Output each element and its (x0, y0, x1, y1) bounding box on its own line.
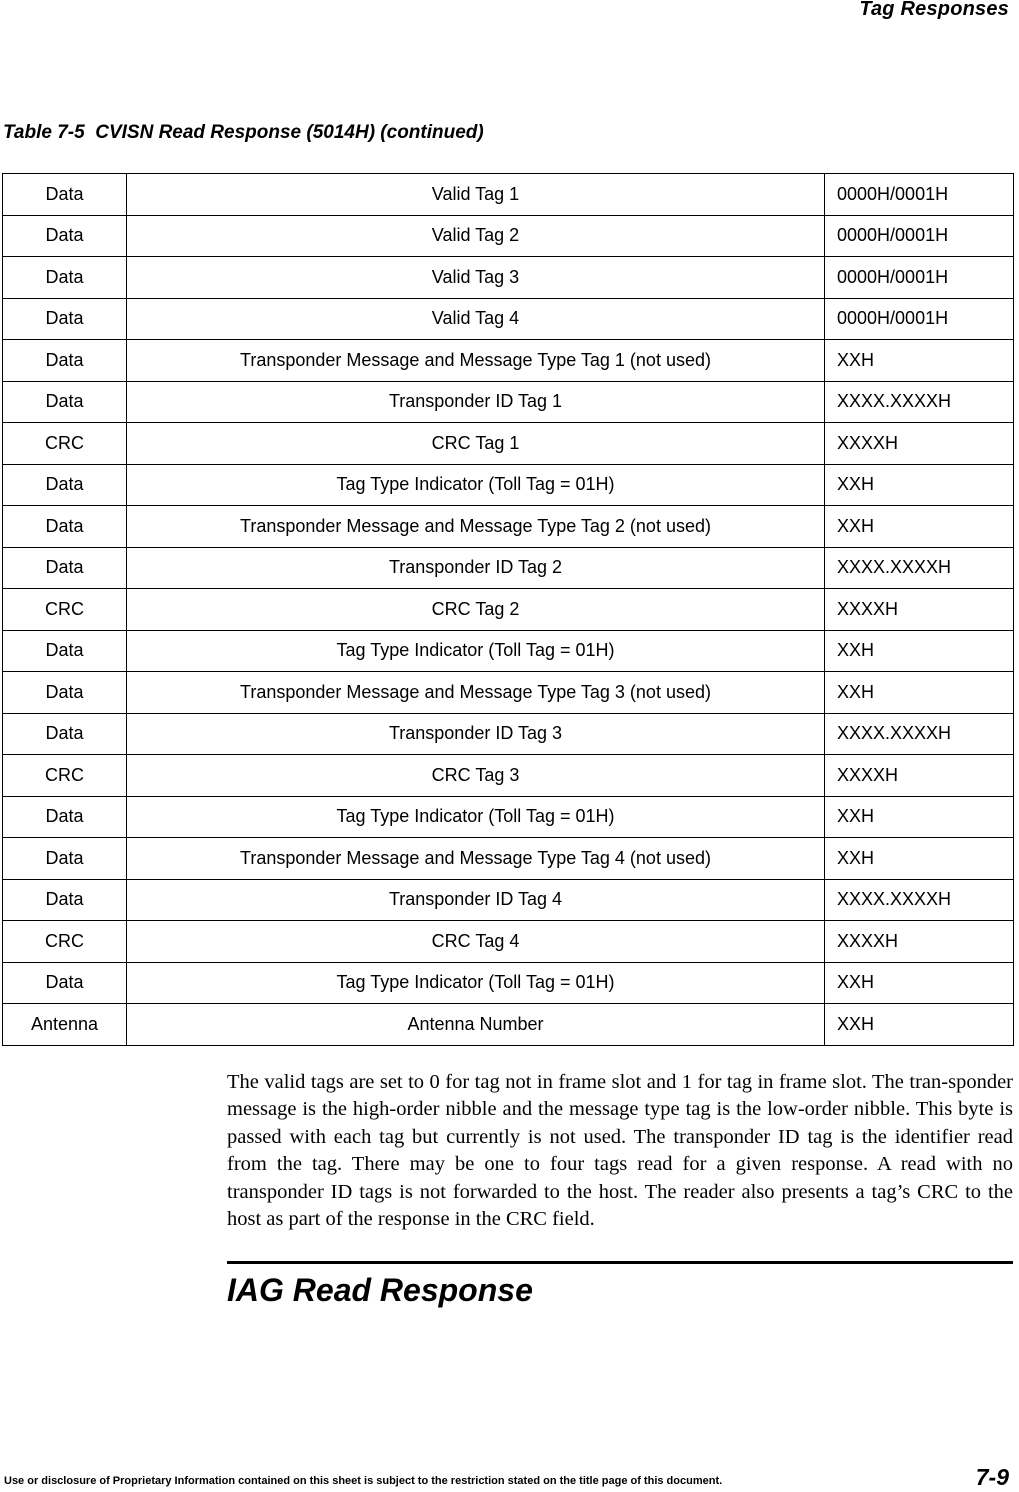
cell-description: Valid Tag 1 (127, 174, 825, 216)
table-row (3, 672, 1014, 714)
cell-value: 0000H/0001H (825, 215, 1014, 257)
section-heading: IAG Read Response (227, 1272, 533, 1308)
cell-description: Transponder Message and Message Type Tag 1 (not used) (127, 340, 825, 382)
table-row (3, 298, 1014, 340)
cell-field-type: Data (3, 547, 127, 589)
table-row (3, 921, 1014, 963)
table-row (3, 257, 1014, 299)
section-divider (227, 1261, 1013, 1264)
running-head-title: Tag Responses (859, 0, 1009, 20)
table-row (3, 423, 1014, 465)
table-row (3, 630, 1014, 672)
cell-field-type: Data (3, 174, 127, 216)
cell-value: XXH (825, 630, 1014, 672)
cell-description: CRC Tag 3 (127, 755, 825, 797)
cell-value: XXH (825, 838, 1014, 880)
cell-value: XXH (825, 464, 1014, 506)
table-row (3, 838, 1014, 880)
cell-description: Transponder ID Tag 4 (127, 879, 825, 921)
response-table (2, 173, 1014, 1046)
cell-value: XXXXH (825, 589, 1014, 631)
cell-description: Tag Type Indicator (Toll Tag = 01H) (127, 962, 825, 1004)
table-row (3, 879, 1014, 921)
cell-field-type: Data (3, 298, 127, 340)
cell-description: CRC Tag 1 (127, 423, 825, 465)
cell-field-type: Data (3, 630, 127, 672)
cell-field-type: Data (3, 257, 127, 299)
cell-field-type: CRC (3, 921, 127, 963)
cell-description: Tag Type Indicator (Toll Tag = 01H) (127, 464, 825, 506)
body-paragraph: The valid tags are set to 0 for tag not in frame slot and 1 for tag in frame slot. The tran-sponder message is the high-order nibble and the message type tag is the low-order nibble. This byte is passed with each tag but currently is not used. The transponder ID tag is the identifier read from the tag. There may be one to four tags read for a given response. A read with no transponder ID tags is not forwarded to the host. The reader also presents a tag’s CRC to the host as part of the response in the CRC field. (227, 1071, 1013, 1231)
cell-field-type: Data (3, 796, 127, 838)
cell-field-type: CRC (3, 589, 127, 631)
cell-value: XXH (825, 962, 1014, 1004)
cell-description: Transponder Message and Message Type Tag 2 (not used) (127, 506, 825, 548)
cell-description: Antenna Number (127, 1004, 825, 1046)
cell-value: 0000H/0001H (825, 298, 1014, 340)
table-row (3, 713, 1014, 755)
cell-field-type: Data (3, 838, 127, 880)
cell-value: XXXX.XXXXH (825, 381, 1014, 423)
table-row (3, 215, 1014, 257)
cell-field-type: Data (3, 215, 127, 257)
table-row (3, 506, 1014, 548)
cell-field-type: Data (3, 879, 127, 921)
table-row (3, 1004, 1014, 1046)
cell-field-type: Data (3, 962, 127, 1004)
table-body (3, 174, 1014, 1046)
cell-value: 0000H/0001H (825, 257, 1014, 299)
cell-field-type: Data (3, 340, 127, 382)
cell-description: Valid Tag 3 (127, 257, 825, 299)
table-row (3, 174, 1014, 216)
cell-field-type: Data (3, 713, 127, 755)
table-row (3, 381, 1014, 423)
cell-value: XXXX.XXXXH (825, 713, 1014, 755)
cell-value: XXH (825, 340, 1014, 382)
table-caption: Table 7-5 CVISN Read Response (5014H) (continued) (3, 122, 484, 143)
cell-description: CRC Tag 4 (127, 921, 825, 963)
table-row (3, 962, 1014, 1004)
cell-field-type: Data (3, 464, 127, 506)
cell-value: XXH (825, 1004, 1014, 1046)
footer-notice: Use or disclosure of Proprietary Information contained on this sheet is subject to the restriction stated on the title page of this document. (4, 1475, 723, 1487)
cell-value: XXH (825, 796, 1014, 838)
cell-field-type: Antenna (3, 1004, 127, 1046)
page-number: 7-9 (975, 1464, 1009, 1490)
cell-value: XXH (825, 672, 1014, 714)
cell-value: XXXXH (825, 423, 1014, 465)
table-row (3, 464, 1014, 506)
cell-value: 0000H/0001H (825, 174, 1014, 216)
cell-description: Transponder Message and Message Type Tag 4 (not used) (127, 838, 825, 880)
cell-description: Valid Tag 2 (127, 215, 825, 257)
cell-description: Tag Type Indicator (Toll Tag = 01H) (127, 796, 825, 838)
cell-value: XXXX.XXXXH (825, 547, 1014, 589)
table-row (3, 340, 1014, 382)
table-row (3, 796, 1014, 838)
cell-value: XXXXH (825, 755, 1014, 797)
table-row (3, 547, 1014, 589)
cell-description: Transponder ID Tag 2 (127, 547, 825, 589)
cell-field-type: Data (3, 381, 127, 423)
cell-field-type: CRC (3, 423, 127, 465)
cell-description: Transponder Message and Message Type Tag 3 (not used) (127, 672, 825, 714)
cell-value: XXXXH (825, 921, 1014, 963)
cell-value: XXH (825, 506, 1014, 548)
cell-description: CRC Tag 2 (127, 589, 825, 631)
cell-description: Transponder ID Tag 3 (127, 713, 825, 755)
cell-value: XXXX.XXXXH (825, 879, 1014, 921)
cell-description: Valid Tag 4 (127, 298, 825, 340)
cell-field-type: CRC (3, 755, 127, 797)
cell-description: Tag Type Indicator (Toll Tag = 01H) (127, 630, 825, 672)
table-row (3, 589, 1014, 631)
cell-field-type: Data (3, 506, 127, 548)
table-row (3, 755, 1014, 797)
cell-description: Transponder ID Tag 1 (127, 381, 825, 423)
cell-field-type: Data (3, 672, 127, 714)
